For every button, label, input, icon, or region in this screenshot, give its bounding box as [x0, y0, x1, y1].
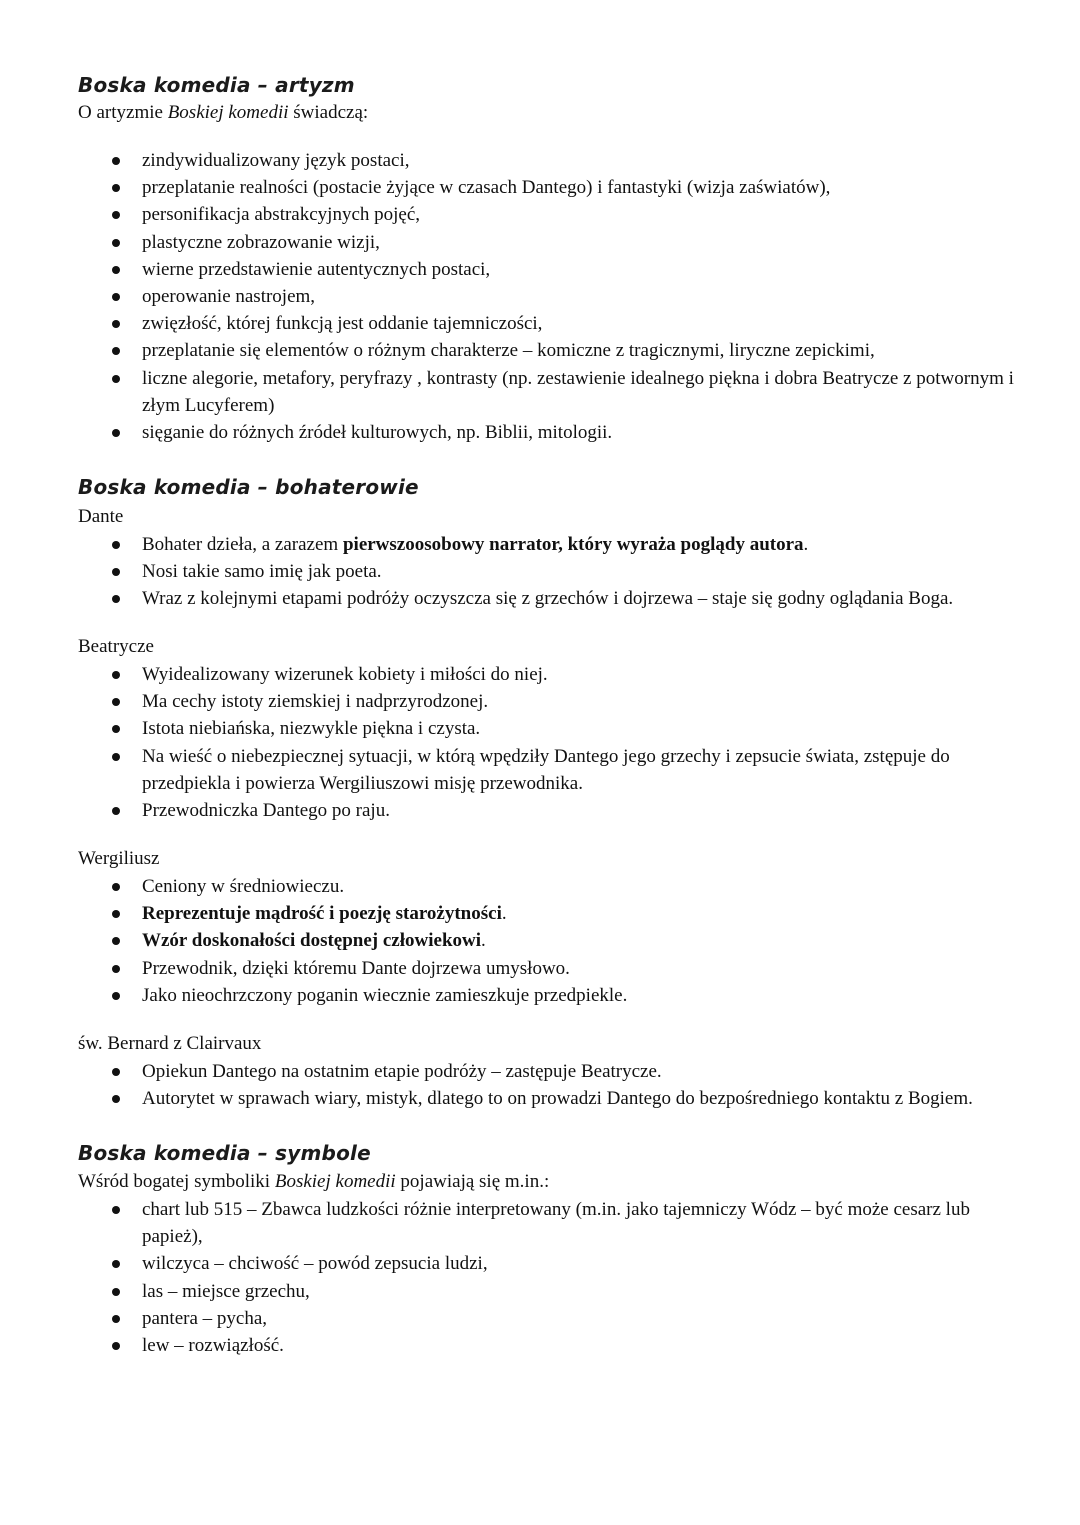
intro-title-italic: Boskiej komedii: [167, 102, 289, 123]
list-item: liczne alegorie, metafory, peryfrazy , kontrasty (np. zestawienie idealnego piękna i dobra Beatrycze z potwornym i złym Lucyferem): [0, 365, 1060, 419]
list-bernard: [0, 1058, 1060, 1112]
list-item: przeplatanie realności (postacie żyjące w czasach Dantego) i fantastyki (wizja zaświatów),: [0, 174, 1060, 201]
list-item: las – miejsce grzechu,: [0, 1278, 1060, 1305]
intro-text: świadczą:: [288, 102, 369, 123]
heading-artyzm: Boska komedia – artyzm: [78, 73, 355, 97]
item-text: .: [481, 930, 486, 952]
list-item: zwięzłość, której funkcją jest oddanie tajemniczości,: [0, 310, 1060, 337]
list-dante: [0, 531, 1060, 613]
list-item: Ma cechy istoty ziemskiej i nadprzyrodzonej.: [0, 688, 1060, 715]
character-name-wergiliusz: Wergiliusz: [78, 848, 160, 869]
item-text: .: [803, 534, 809, 555]
intro-title-italic: Boskiej komedii: [274, 1171, 396, 1192]
intro-artyzm: [78, 100, 368, 126]
list-item: Nosi takie samo imię jak poeta.: [0, 558, 1060, 585]
list-item: wierne przedstawienie autentycznych postaci,: [0, 256, 1060, 283]
item-bold-text: Reprezentuje mądrość i poezję starożytności: [142, 903, 502, 925]
character-name-dante: Dante: [78, 506, 124, 527]
heading-bohaterowie: Boska komedia – bohaterowie: [78, 475, 419, 499]
list-item: [0, 900, 1060, 927]
list-symbole: [0, 1196, 1060, 1359]
list-item: Na wieść o niebezpiecznej sytuacji, w którą wpędziły Dantego jego grzechy i zepsucie świata, zstępuje do przedpiekla i powierza Wergiliuszowi misję przewodnika.: [0, 743, 1060, 797]
list-item: wilczyca – chciwość – powód zepsucia ludzi,: [0, 1250, 1060, 1277]
character-name-beatrycze: Beatrycze: [78, 636, 154, 657]
list-beatrycze: [0, 661, 1060, 824]
list-item: lew – rozwiązłość.: [0, 1332, 1060, 1359]
list-item: Przewodnik, dzięki któremu Dante dojrzewa umysłowo.: [0, 955, 1060, 982]
list-item: sięganie do różnych źródeł kulturowych, np. Biblii, mitologii.: [0, 419, 1060, 446]
list-item: Autorytet w sprawach wiary, mistyk, dlatego to on prowadzi Dantego do bezpośredniego kontaktu z Bogiem.: [0, 1085, 1060, 1112]
list-item: pantera – pycha,: [0, 1305, 1060, 1332]
intro-text: O artyzmie: [78, 102, 168, 123]
list-item: Ceniony w średniowieczu.: [0, 873, 1060, 900]
intro-text: Wśród bogatej symboliki: [78, 1171, 275, 1192]
list-wergiliusz: [0, 873, 1060, 1009]
list-item: [0, 927, 1060, 954]
heading-symbole: Boska komedia – symbole: [78, 1141, 371, 1165]
item-bold-text: pierwszoosobowy narrator, który wyraża poglądy autora: [342, 534, 804, 555]
list-item: przeplatanie się elementów o różnym charakterze – komiczne z tragicznymi, liryczne zepickimi,: [0, 337, 1060, 364]
list-item: Wraz z kolejnymi etapami podróży oczyszcza się z grzechów i dojrzewa – staje się godny oglądania Boga.: [0, 585, 1060, 612]
intro-text: pojawiają się m.in.:: [395, 1171, 550, 1192]
list-artyzm: [0, 147, 1060, 446]
list-item: plastyczne zobrazowanie wizji,: [0, 229, 1060, 256]
list-item: Jako nieochrzczony poganin wiecznie zamieszkuje przedpiekle.: [0, 982, 1060, 1009]
list-item: Istota niebiańska, niezwykle piękna i czysta.: [0, 715, 1060, 742]
list-item: Przewodniczka Dantego po raju.: [0, 797, 1060, 824]
character-name-bernard: św. Bernard z Clairvaux: [78, 1033, 262, 1054]
list-item: zindywidualizowany język postaci,: [0, 147, 1060, 174]
item-text: .: [501, 903, 507, 925]
item-text: Bohater dzieła, a zarazem: [142, 534, 343, 555]
list-item: chart lub 515 – Zbawca ludzkości różnie interpretowany (m.in. jako tajemniczy Wódz – być może cesarz lub papież),: [0, 1196, 1060, 1250]
list-item: Wyidealizowany wizerunek kobiety i miłości do niej.: [0, 661, 1060, 688]
item-bold-text: Wzór doskonałości dostępnej człowiekowi: [142, 930, 482, 952]
intro-symbole: [78, 1169, 549, 1195]
list-item: [0, 531, 1060, 558]
list-item: operowanie nastrojem,: [0, 283, 1060, 310]
list-item: personifikacja abstrakcyjnych pojęć,: [0, 201, 1060, 228]
list-item: Opiekun Dantego na ostatnim etapie podróży – zastępuje Beatrycze.: [0, 1058, 1060, 1085]
